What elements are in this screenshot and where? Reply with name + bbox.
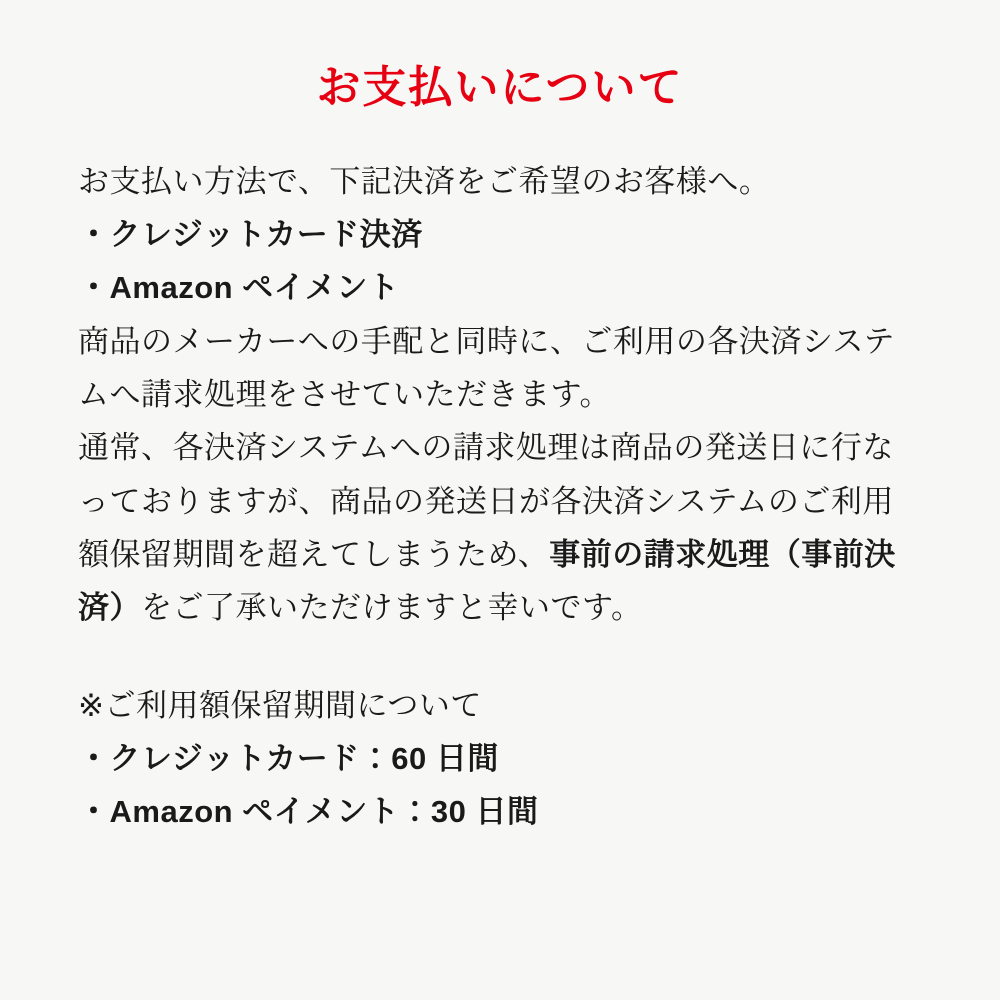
intro-line: お支払い方法で、下記決済をご希望のお客様へ。 (78, 163, 771, 199)
note-heading: ※ご利用額保留期間について (78, 687, 482, 723)
page-title: お支払いについて (316, 63, 684, 112)
paragraph-advance-billing-bold: 事前の請求処理（事前決済） (78, 536, 896, 626)
document-body (78, 155, 922, 839)
paragraph-advance-billing (78, 421, 922, 634)
note-item-credit-card: ・クレジットカード：60 日間 (78, 740, 499, 776)
payment-method-credit-card: ・クレジットカード決済 (78, 217, 423, 253)
paragraph-spacer (78, 635, 922, 679)
payment-method-amazon-payment: ・Amazon ペイメント (78, 270, 400, 306)
paragraph-advance-billing-part1: 通常、各決済システムへの請求処理は商品の発送日に行なっておりますが、商品の発送日が各決済システムのご利用額保留期間を超えてしまうため、 (78, 430, 894, 572)
paragraph-advance-billing-part2: をご了承いただけますと幸いです。 (141, 590, 643, 626)
note-item-amazon-payment: ・Amazon ペイメント：30 日間 (78, 794, 539, 830)
paragraph-billing-timing: 商品のメーカーへの手配と同時に、ご利用の各決済システムへ請求処理をさせていただきます。 (78, 323, 895, 413)
